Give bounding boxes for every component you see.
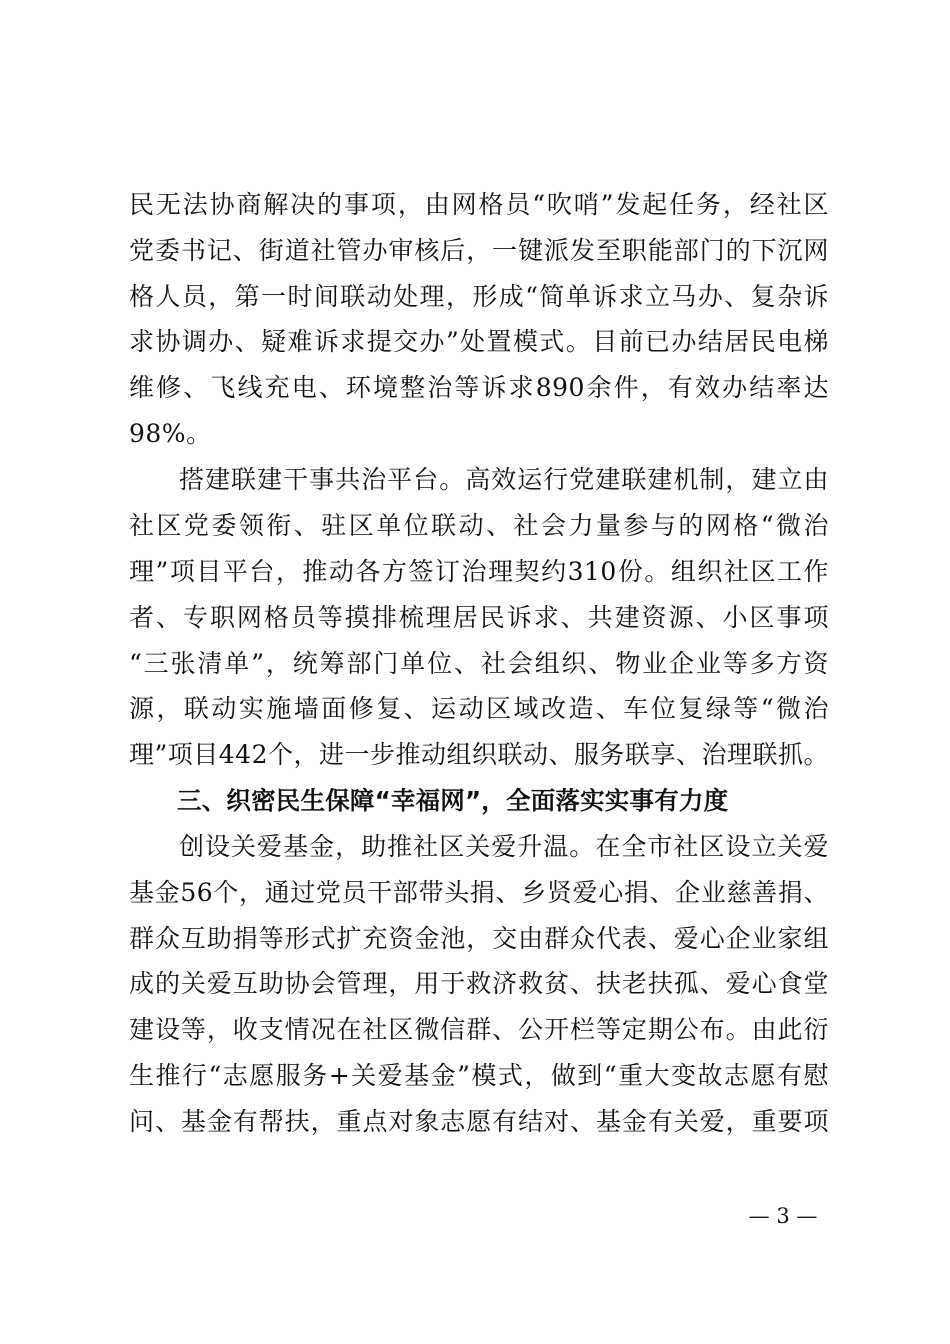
body-text-line: 理”项目平台，推动各方签订治理契约310份。组织社区工作 <box>129 557 829 586</box>
body-text-line: 社区党委领衔、驻区单位联动、社会力量参与的网格“微治 <box>129 511 829 540</box>
body-text-line: 问、基金有帮扶，重点对象志愿有结对、基金有关爱，重要项 <box>129 1107 829 1136</box>
section-heading: 三、织密民生保障“幸福网”，全面落实实事有力度 <box>177 786 729 815</box>
body-text-line: 生推行“志愿服务+关爱基金”模式，做到“重大变故志愿有慰 <box>129 1061 829 1090</box>
body-text-line: “三张清单”，统筹部门单位、社会组织、物业企业等多方资 <box>129 649 829 678</box>
body-text-line: 理”项目442个，进一步推动组织联动、服务联享、治理联抓。 <box>129 740 830 769</box>
body-text-line: 求协调办、疑难诉求提交办”处置模式。目前已办结居民电梯 <box>129 327 829 356</box>
body-text-line: 群众互助捐等形式扩充资金池，交由群众代表、爱心企业家组 <box>129 924 829 953</box>
body-text-line: 98%。 <box>129 419 212 448</box>
body-text-line: 民无法协商解决的事项，由网格员“吹哨”发起任务，经社区 <box>129 190 829 219</box>
paragraph-first-line: 创设关爱基金，助推社区关爱升温。在全市社区设立关爱 <box>179 832 829 861</box>
paragraph-first-line: 搭建联建干事共治平台。高效运行党建联建机制，建立由 <box>179 465 829 494</box>
page-number: — 3 — <box>748 1204 818 1228</box>
body-text-line: 维修、飞线充电、环境整治等诉求890余件，有效办结率达 <box>129 373 829 402</box>
body-text-line: 格人员，第一时间联动处理，形成“简单诉求立马办、复杂诉 <box>129 282 829 311</box>
body-text-line: 党委书记、街道社管办审核后，一键派发至职能部门的下沉网 <box>129 236 829 265</box>
body-text-line: 者、专职网格员等摸排梳理居民诉求、共建资源、小区事项 <box>129 603 829 632</box>
body-text-line: 源，联动实施墙面修复、运动区域改造、车位复绿等“微治 <box>129 694 829 723</box>
body-text-line: 建设等，收支情况在社区微信群、公开栏等定期公布。由此衍 <box>129 1015 829 1044</box>
body-text-line: 成的关爱互助协会管理，用于救济救贫、扶老扶孤、爱心食堂 <box>129 969 829 998</box>
body-text-line: 基金56个，通过党员干部带头捐、乡贤爱心捐、企业慈善捐、 <box>129 878 829 907</box>
